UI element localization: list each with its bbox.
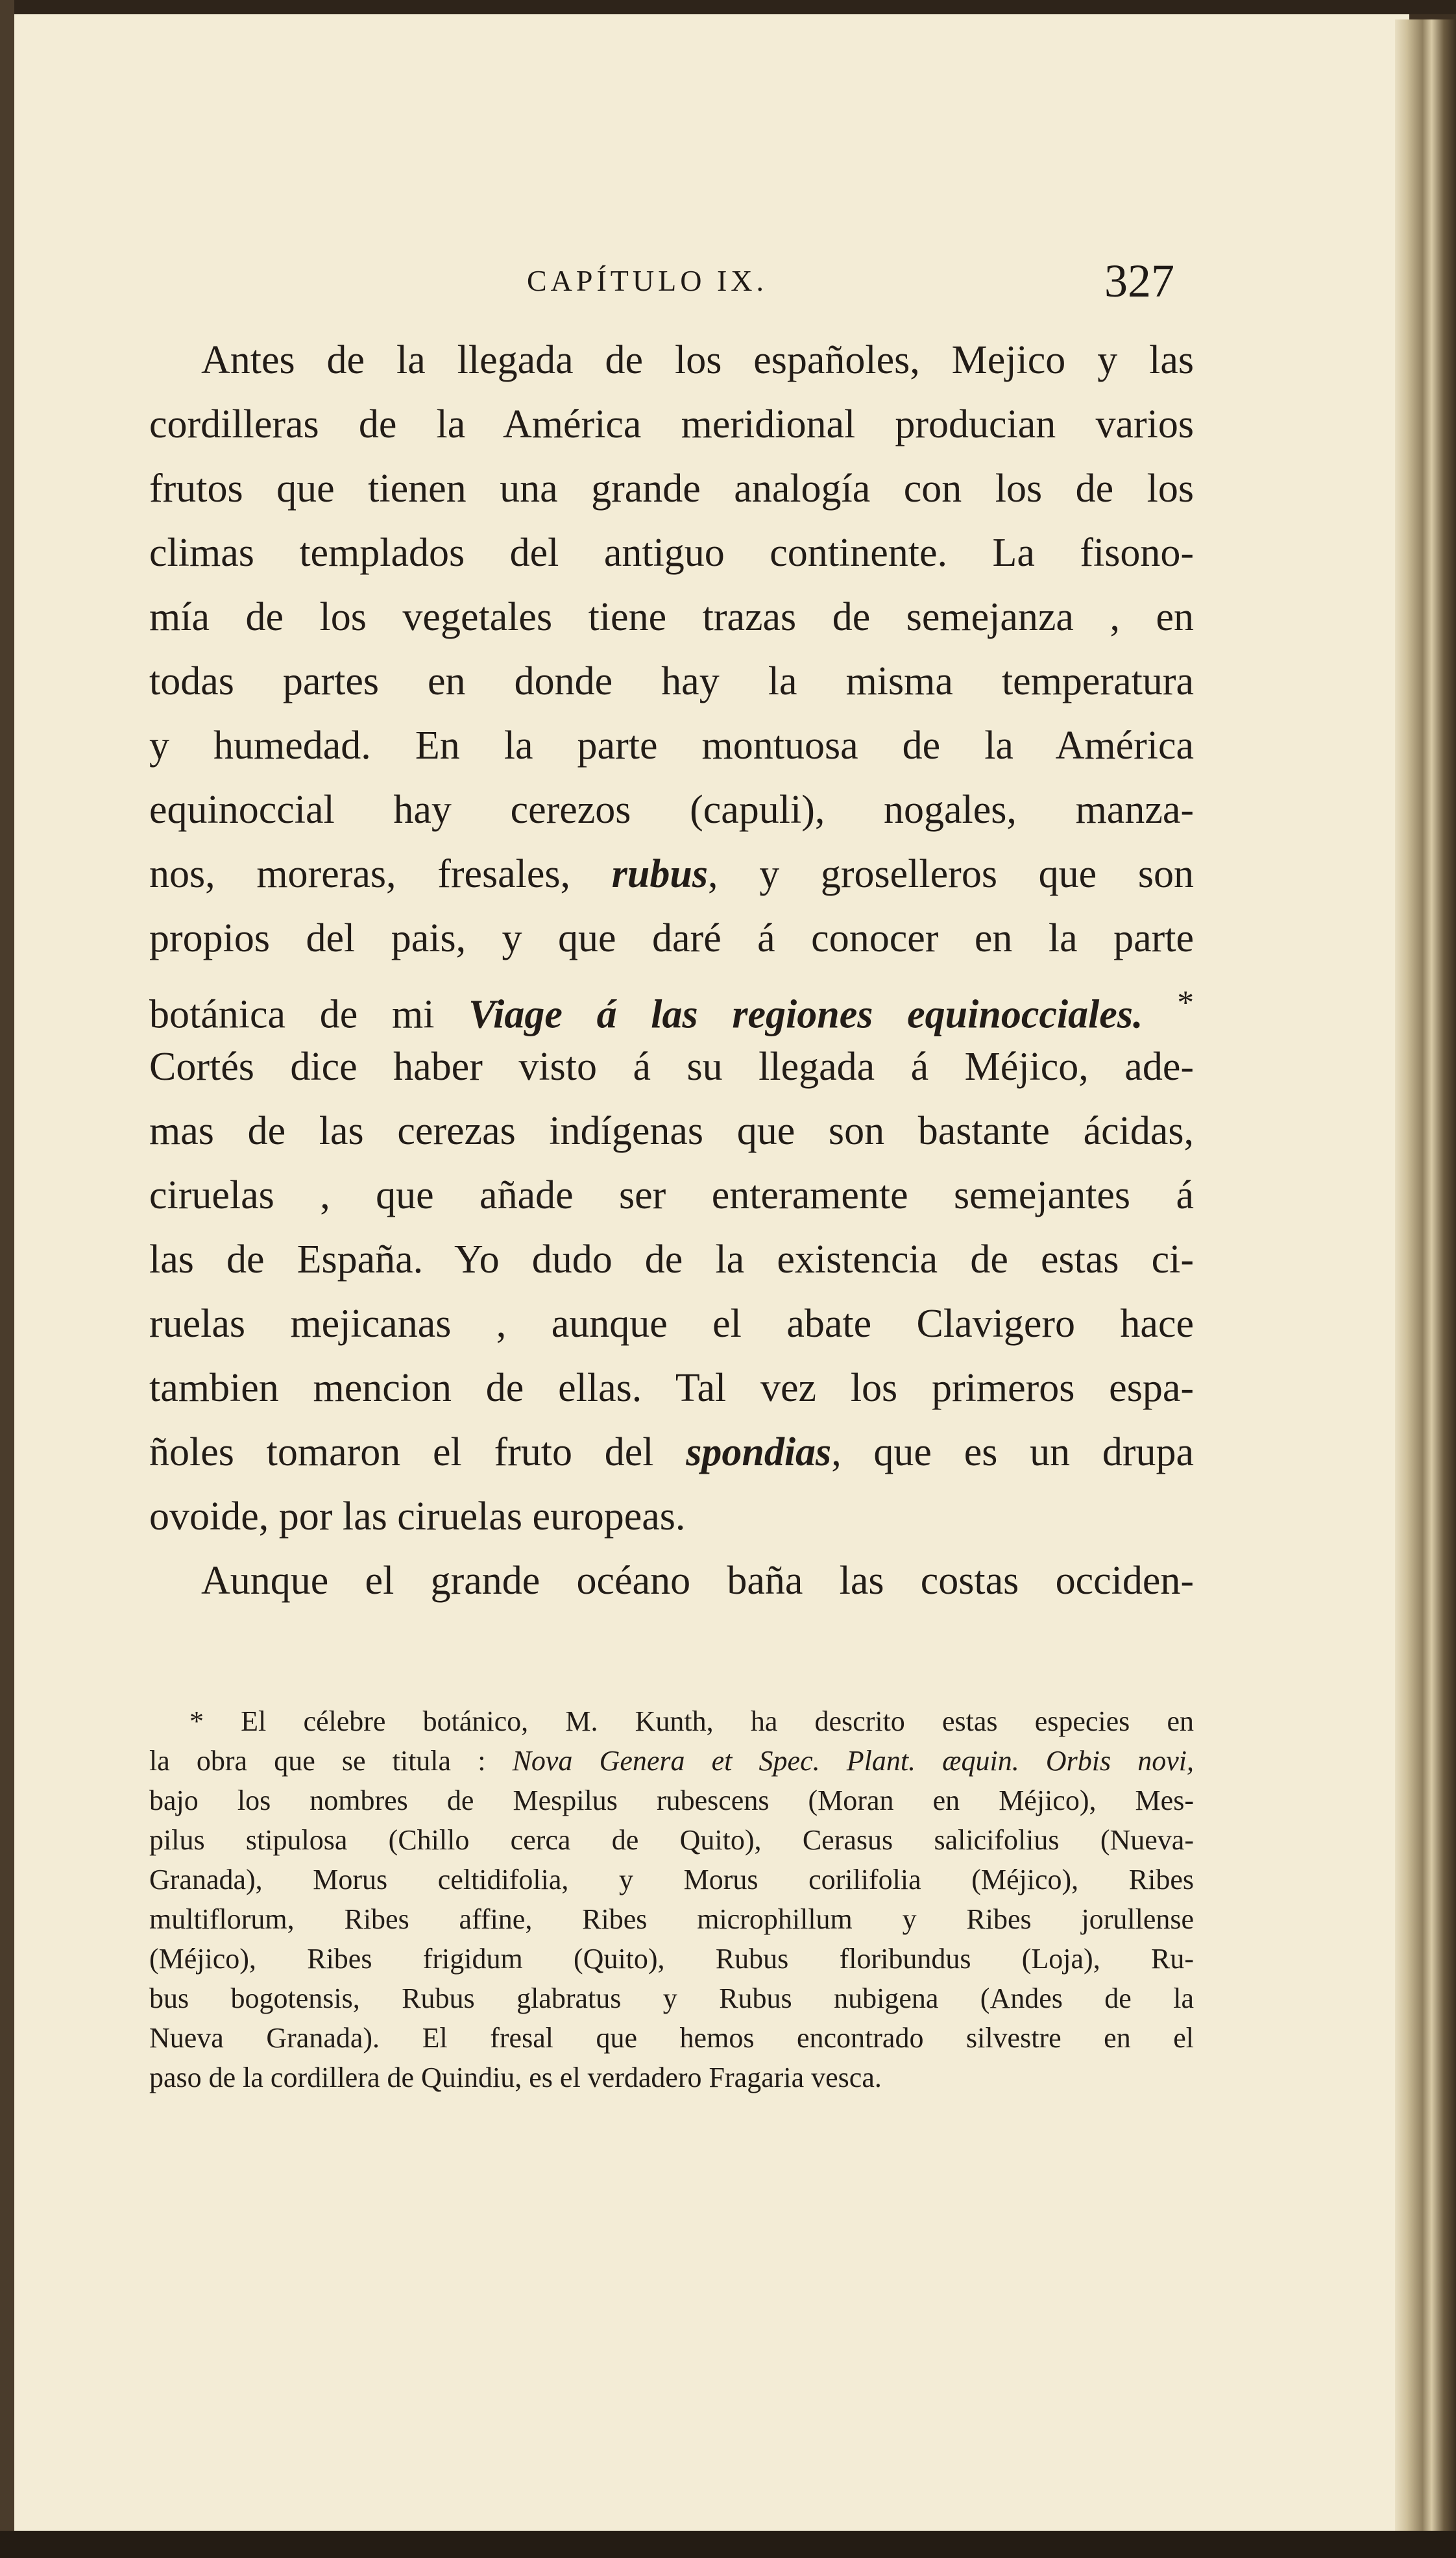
text-line: mas de las cerezas indígenas que son bastante ácidas, <box>149 1109 1194 1153</box>
italic-term-rubus: rubus <box>611 852 708 896</box>
bottom-page-edge <box>0 2531 1456 2558</box>
text-line: todas partes en donde hay la misma temperatura <box>149 659 1194 703</box>
left-page-edge <box>0 0 14 2558</box>
text-line: ruelas mejicanas , aunque el abate Clavigero hace <box>149 1302 1194 1346</box>
italic-book-title: Nova Genera et Spec. Plant. æquin. Orbis novi, <box>512 1745 1195 1777</box>
footnote <box>149 1701 1194 2097</box>
text-segment: la obra que se titula : <box>149 1745 486 1777</box>
text-line: ovoide, por las ciruelas europeas. <box>149 1494 686 1539</box>
text-line <box>149 842 1194 907</box>
main-text <box>149 328 1194 1613</box>
footnote-line: bajo los nombres de Mespilus rubescens (Moran en Méjico), Mes- <box>149 1785 1194 1816</box>
footnote-line: (Méjico), Ribes frigidum (Quito), Rubus floribundus (Loja), Ru- <box>149 1943 1194 1975</box>
book-gutter-edge <box>1395 19 1456 2531</box>
italic-term-spondias: spondias <box>686 1430 832 1474</box>
text-line: y humedad. En la parte montuosa de la América <box>149 724 1194 768</box>
footnote-line: Nueva Granada). El fresal que hemos encontrado silvestre en el <box>149 2022 1194 2054</box>
running-head <box>14 254 1409 313</box>
footnote-line: bus bogotensis, Rubus glabratus y Rubus nubigena (Andes de la <box>149 1982 1194 2014</box>
text-segment: , y groselleros que son <box>708 852 1195 896</box>
text-line: Aunque el grande océano baña las costas occiden- <box>201 1559 1194 1603</box>
footnote-marker: * <box>1177 984 1195 1021</box>
text-line: frutos que tienen una grande analogía con los de los <box>149 467 1194 511</box>
text-line: equinoccial hay cerezos (capuli), nogales, manza- <box>149 788 1194 832</box>
text-line: tambien mencion de ellas. Tal vez los primeros espa- <box>149 1366 1194 1410</box>
text-line: Cortés dice haber visto á su llegada á Méjico, ade- <box>149 1045 1194 1089</box>
text-line: Antes de la llegada de los españoles, Mejico y las <box>201 338 1194 382</box>
italic-book-title: Viage á las regiones equinocciales. <box>468 992 1143 1037</box>
text-line: climas templados del antiguo continente. La fisono- <box>149 531 1194 575</box>
text-segment: ñoles tomaron el fruto del <box>149 1430 654 1474</box>
text-line <box>149 971 1194 1035</box>
page-number: 327 <box>1104 255 1174 307</box>
text-segment: nos, moreras, fresales, <box>149 852 571 896</box>
text-line: mía de los vegetales tiene trazas de semejanza , en <box>149 595 1194 639</box>
text-line: ciruelas , que añade ser enteramente semejantes á <box>149 1173 1194 1217</box>
text-line: las de España. Yo dudo de la existencia de estas ci- <box>149 1237 1194 1282</box>
text-line: cordilleras de la América meridional producian varios <box>149 402 1194 446</box>
text-line: propios del pais, y que daré á conocer en la parte <box>149 916 1194 960</box>
page-paper <box>14 14 1409 2531</box>
text-segment: , que es un drupa <box>831 1430 1194 1474</box>
footnote-line <box>149 1741 1194 1781</box>
text-line <box>149 1420 1194 1485</box>
top-page-edge <box>0 0 1456 14</box>
footnote-line: Granada), Morus celtidifolia, y Morus corilifolia (Méjico), Ribes <box>149 1864 1194 1895</box>
chapter-title: CAPÍTULO IX. <box>527 264 768 297</box>
footnote-line: pilus stipulosa (Chillo cerca de Quito), Cerasus salicifolius (Nueva- <box>149 1824 1194 1856</box>
footnote-line: multiflorum, Ribes affine, Ribes microphillum y Ribes jorullense <box>149 1903 1194 1935</box>
text-segment: botánica de mi <box>149 992 435 1037</box>
footnote-line: paso de la cordillera de Quindiu, es el verdadero Fragaria vesca. <box>149 2062 882 2093</box>
footnote-line: * El célebre botánico, M. Kunth, ha descrito estas especies en <box>189 1705 1194 1737</box>
